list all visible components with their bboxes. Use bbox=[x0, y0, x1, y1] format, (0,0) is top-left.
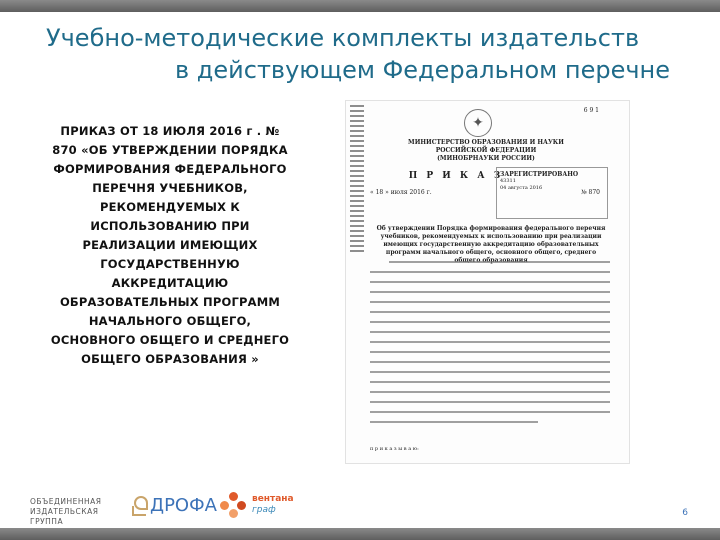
scan-date-line bbox=[370, 189, 600, 196]
slide-title bbox=[30, 22, 670, 86]
scan-number: № 870 bbox=[580, 189, 600, 196]
scan-subject: Об утверждении Порядка формирования федерального перечня учебников, рекомендуемых к использованию при реализации имеющих государственную аккредитацию образовательных программ начального общего, основного общего, среднего bbox=[376, 225, 606, 256]
scan-body-text bbox=[370, 261, 610, 431]
scan-page-mark: 6 9 1 bbox=[583, 107, 599, 114]
order-document-scan bbox=[345, 100, 630, 464]
stamp-reg-no: 43311 bbox=[500, 178, 516, 184]
eagle-emblem-icon: ✦ bbox=[464, 109, 492, 137]
ventana-graf-logo bbox=[220, 492, 294, 518]
barcode-stamp bbox=[350, 105, 364, 255]
ventana-logo-text bbox=[252, 494, 294, 516]
scan-closing: п р и к а з ы в а ю: bbox=[370, 446, 419, 452]
ventana-line2: граф bbox=[252, 505, 276, 515]
scan-ministry: МИНИСТЕРСТВО ОБРАЗОВАНИЯ И НАУКИ РОССИЙСКОЙ ФЕДЕРАЦИИ (МИНОБРНАУКИ РОССИИ) bbox=[408, 139, 564, 162]
scan-heading: П Р И К А З bbox=[408, 171, 504, 181]
top-bar bbox=[0, 0, 720, 12]
slide-title-line2: в действующем Федеральном перечне bbox=[175, 56, 670, 84]
scan-date-month: июля bbox=[390, 189, 408, 196]
drofa-logo-text: ДРОФА bbox=[150, 494, 217, 516]
ventana-flower-icon bbox=[220, 492, 246, 518]
scan-date-year: 2016 г. bbox=[409, 189, 432, 196]
drofa-logo bbox=[130, 494, 217, 516]
bottom-bar bbox=[0, 528, 720, 540]
order-description: ПРИКАЗ ОТ 18 ИЮЛЯ 2016 г . № 870 «ОБ УТВЕРЖДЕНИИ ПОРЯДКА ФОРМИРОВАНИЯ ФЕДЕРАЛЬНОГО ПЕРЕЧНЯ УЧЕБНИКОВ, РЕКОМЕНДУЕМЫХ К ИСПОЛЬЗОВАНИЮ ПРИ РЕАЛИЗАЦИИ ИМЕЮЩИХ ГОСУДАРСТВЕННУЮ АККРЕДИТАЦИЮ ОБРАЗОВАТЕЛЬНЫХ ПРОГРАММ НАЧАЛЬНОГО ОБЩЕГО, ОСНОВНОГО ОБЩЕГО И СРЕДНЕГО ОБЩЕГО ОБРАЗОВАНИЯ » bbox=[50, 124, 290, 366]
slide-title-line1: Учебно-методические комплекты издательств bbox=[46, 24, 640, 52]
ventana-line1: вентана bbox=[252, 494, 294, 504]
stamp-label: ЗАРЕГИСТРИРОВАНО bbox=[500, 171, 579, 178]
stamp-date: 04 августа 2016 bbox=[500, 185, 543, 191]
page-number: 6 bbox=[682, 508, 688, 518]
publishing-group-logo: ОБЪЕДИНЕННАЯ ИЗДАТЕЛЬСКАЯ ГРУППА bbox=[30, 497, 102, 526]
scan-date-prefix: « 18 » bbox=[370, 189, 389, 196]
drofa-bird-icon bbox=[130, 494, 146, 516]
